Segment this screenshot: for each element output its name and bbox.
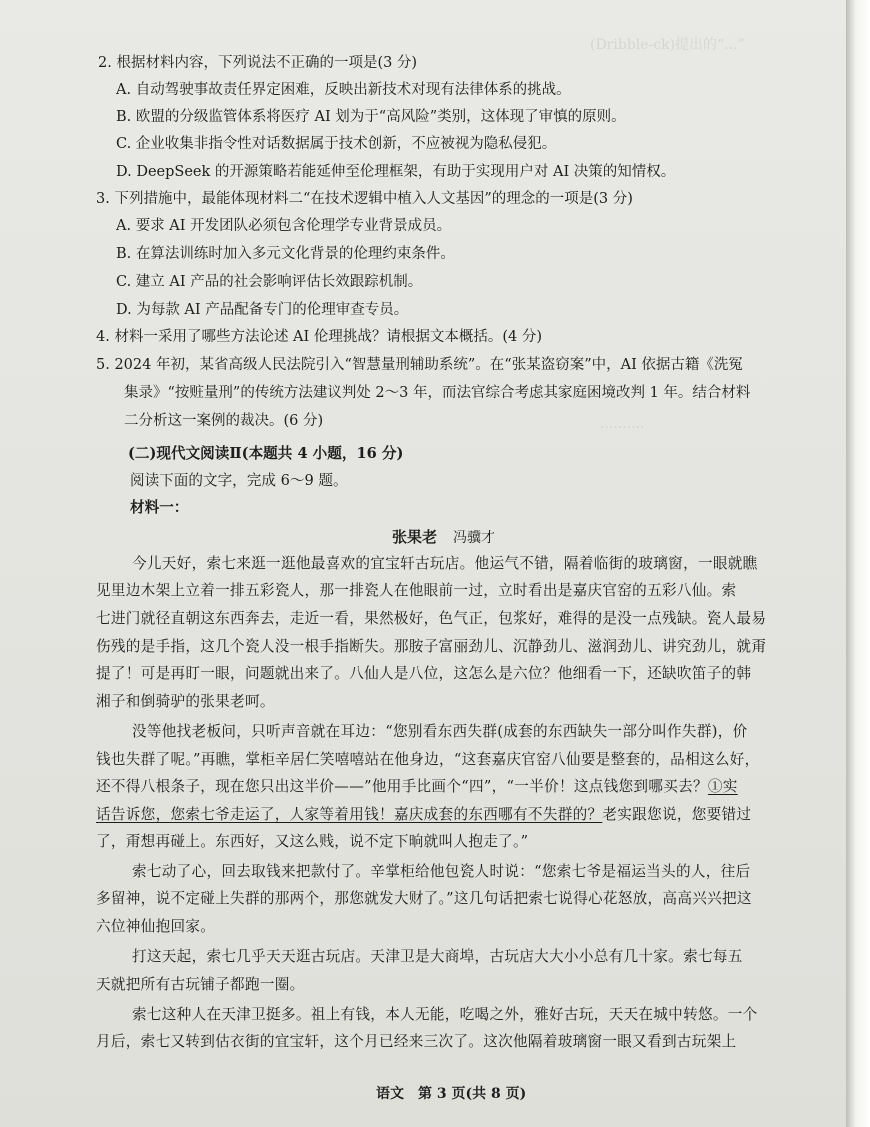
- story-line: 提了！可是再盯一眼，问题就出来了。八仙人是八位，这怎么是六位？他细看一下，还缺吹笛子的韩: [96, 665, 752, 682]
- question-3-option-a: A. 要求 AI 开发团队必须包含伦理学专业背景成员。: [116, 218, 452, 234]
- question-3-option-d: D. 为每款 AI 产品配备专门的伦理审查专员。: [116, 302, 409, 318]
- story-line: 打这天起，索七几乎天天逛古玩店。天津卫是大商埠，古玩店大大小小总有几十家。索七每五: [132, 948, 743, 965]
- story-line: 六位神仙抱回家。: [96, 918, 216, 935]
- story-line: 今儿天好，索七来逛一逛他最喜欢的宜宝轩古玩店。他运气不错，隔着临街的玻璃窗，一眼就瞧: [132, 555, 758, 572]
- question-2-option-d: D. DeepSeek 的开源策略若能延伸至伦理框架，有助于实现用户对 AI 决策的知情权。: [116, 164, 676, 180]
- underlined-passage-1: 话告诉您，您索七爷走运了，人家等着用钱！嘉庆成套的东西哪有不失群的？: [96, 806, 603, 823]
- underlined-passage-1: ①实: [707, 778, 738, 795]
- story-line: 湘子和倒骑驴的张果老呵。: [96, 693, 275, 710]
- question-3-option-c: C. 建立 AI 产品的社会影响评估长效跟踪机制。: [116, 274, 423, 290]
- question-2-stem: 2. 根据材料内容，下列说法不正确的一项是(3 分): [98, 55, 418, 71]
- story-line: 索七这种人在天津卫挺多。祖上有钱，本人无能，吃喝之外，雅好古玩，天天在城中转悠。一个: [132, 1006, 758, 1023]
- story-line: [96, 777, 738, 797]
- story-line: 见里边木架上立着一排五彩瓷人，那一排瓷人在他眼前一过，立时看出是嘉庆官窑的五彩八仙。索: [96, 582, 737, 599]
- question-2-option-a: A. 自动驾驶事故责任界定困难，反映出新技术对现有法律体系的挑战。: [116, 82, 571, 98]
- story-line: 索七动了心，回去取钱来把款付了。辛掌柜给他包瓷人时说：“您索七爷是福运当头的人，往后: [132, 863, 751, 880]
- question-3-stem: 3. 下列措施中，最能体现材料二“在技术逻辑中植入人文基因”的理念的一项是(3 分): [96, 191, 633, 207]
- paper-edge: [846, 0, 870, 1127]
- question-5-line: 集录》“按赃量刑”的传统方法建议判处 2～3 年，而法官综合考虑其家庭困境改判 1 年。结合材料: [124, 385, 751, 401]
- question-5-line: 二分析这一案例的裁决。(6 分): [124, 413, 324, 429]
- bleed-through-text: ··········: [600, 420, 645, 436]
- bleed-through-text: (Dribble-ck)提出的“...”: [590, 37, 745, 53]
- section-heading: (二)现代文阅读Ⅱ(本题共 4 小题，16 分): [128, 445, 404, 462]
- question-2-option-c: C. 企业收集非指令性对话数据属于技术创新，不应被视为隐私侵犯。: [116, 136, 557, 152]
- story-line: 了，甭想再碰上。东西好，又这么贱，说不定下晌就叫人抱走了。”: [96, 833, 529, 850]
- question-3-option-b: B. 在算法训练时加入多元文化背景的伦理约束条件。: [116, 246, 455, 262]
- story-line: [96, 805, 751, 825]
- story-line: 没等他找老板问，只听声音就在耳边：“您别看东西失群(成套的东西缺失一部分叫作失群)，价: [132, 723, 748, 740]
- story-line-text: 还不得八根条子，现在您只出这半价——”他用手比画个“四”，“一半价！这点钱您到哪买去？: [96, 778, 708, 795]
- question-2-option-b: B. 欧盟的分级监管体系将医疗 AI 划为于“高风险”类别，这体现了审慎的原则。: [116, 109, 626, 125]
- story-line: 伤残的是手指，这几个瓷人没一根手指断失。那胺子富丽劲儿、沉静劲儿、滋润劲儿、讲究劲儿，就甭: [96, 638, 767, 655]
- story-title-text: 张果老: [392, 528, 438, 546]
- page-footer: 语文 第 3 页(共 8 页): [376, 1086, 527, 1102]
- story-author: 冯骥才: [453, 530, 496, 546]
- story-line: 多留神，说不定碰上失群的那两个，那您就发大财了。”这几句话把索七说得心花怒放，高高兴兴把这: [96, 890, 752, 907]
- question-4-stem: 4. 材料一采用了哪些方法论述 AI 伦理挑战？请根据文本概括。(4 分): [96, 329, 543, 345]
- story-line: 月后，索七又转到估衣街的宜宝轩，这个月已经来三次了。这次他隔着玻璃窗一眼又看到古玩架上: [96, 1033, 737, 1050]
- story-line: 天就把所有古玩铺子都跑一圈。: [96, 976, 305, 993]
- material-label: 材料一：: [130, 499, 189, 516]
- story-line: 七进门就径直朝这东西奔去，走近一看，果然极好，色气正，包浆好，难得的是没一点残缺。瓷人最易: [96, 610, 767, 627]
- story-line-text: 老实跟您说，您要错过: [602, 806, 752, 823]
- section-instruction: 阅读下面的文字，完成 6～9 题。: [130, 472, 348, 489]
- story-line: 钱也失群了呢。”再瞧，掌柜辛居仁笑嘻嘻站在他身边，“这套嘉庆官窑八仙要是整套的，品相这么好，: [96, 751, 760, 768]
- story-title: [392, 526, 495, 547]
- question-5-line: 5. 2024 年初，某省高级人民法院引入“智慧量刑辅助系统”。在“张某盗窃案”中，AI 依据古籍《洗冤: [96, 357, 743, 373]
